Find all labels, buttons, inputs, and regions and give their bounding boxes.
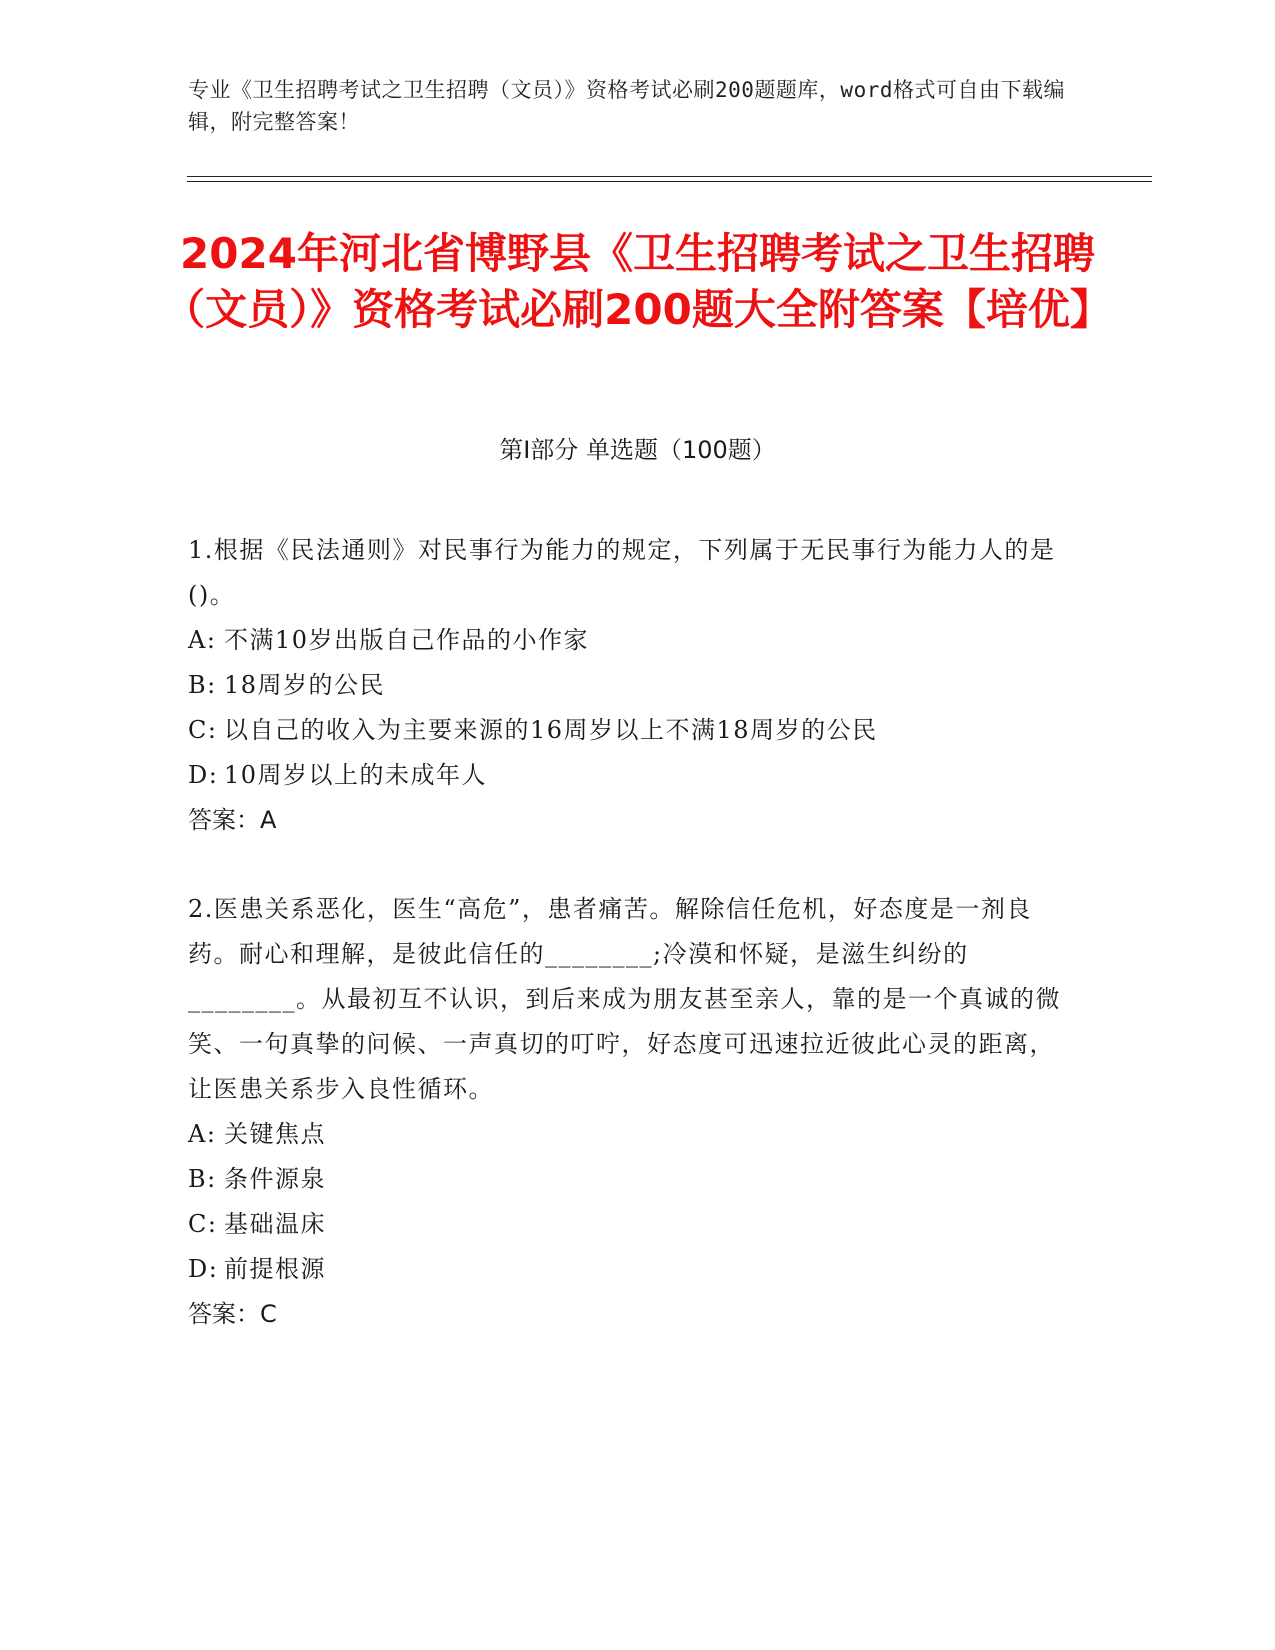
option-key: A: (188, 1120, 217, 1148)
option-text: 关键焦点 (224, 1120, 326, 1148)
question-block (188, 887, 1068, 1337)
question-block (188, 528, 1068, 843)
option-d (188, 753, 1068, 798)
header-divider-top (187, 176, 1152, 177)
option-text: 10周岁以上的未成年人 (224, 761, 488, 789)
option-c (188, 708, 1068, 753)
answer-value: A (260, 806, 277, 834)
option-b (188, 663, 1068, 708)
document-title: 2024年河北省博野县《卫生招聘考试之卫生招聘（文员）》资格考试必刷200题大全附答案【培优】 (163, 229, 1112, 334)
option-d (188, 1247, 1068, 1292)
answer-label: 答案： (188, 1300, 260, 1328)
header-note: 专业《卫生招聘考试之卫生招聘（文员）》资格考试必刷200题题库，word格式可自由下载编辑，附完整答案！ (188, 78, 1065, 134)
option-key: C: (188, 1210, 218, 1238)
option-key: D: (188, 761, 219, 789)
section-heading: 第Ⅰ部分 单选题（100题） (499, 436, 776, 464)
question-stem: 1.根据《民法通则》对民事行为能力的规定，下列属于无民事行为能力人的是()。 (188, 536, 1056, 609)
option-text: 条件源泉 (224, 1165, 326, 1193)
option-key: A: (188, 626, 217, 654)
option-text: 前提根源 (224, 1255, 326, 1283)
option-text: 不满10岁出版自己作品的小作家 (224, 626, 590, 654)
option-a (188, 1112, 1068, 1157)
option-key: B: (188, 1165, 217, 1193)
answer-line (188, 1292, 1068, 1337)
option-a (188, 618, 1068, 663)
option-c (188, 1202, 1068, 1247)
option-key: D: (188, 1255, 219, 1283)
option-key: C: (188, 716, 218, 744)
option-b (188, 1157, 1068, 1202)
option-text: 以自己的收入为主要来源的16周岁以上不满18周岁的公民 (224, 716, 878, 744)
option-text: 18周岁的公民 (224, 671, 386, 699)
option-text: 基础温床 (224, 1210, 326, 1238)
answer-value: C (260, 1300, 277, 1328)
answer-line (188, 798, 1068, 843)
header-divider-bottom (187, 181, 1152, 182)
option-key: B: (188, 671, 217, 699)
answer-label: 答案： (188, 806, 260, 834)
question-stem: 2.医患关系恶化，医生“高危”，患者痛苦。解除信任危机，好态度是一剂良药。耐心和理解，是彼此信任的________;冷漠和怀疑，是滋生纠纷的________。从最初互不认识，到后来成为朋友甚至亲人，靠的是一个真诚的微笑、一句真挚的问候、一声真切的叮咛，好态度可迅速拉近彼此心灵的距离，让医患关系步入良性循环。 (188, 895, 1061, 1103)
